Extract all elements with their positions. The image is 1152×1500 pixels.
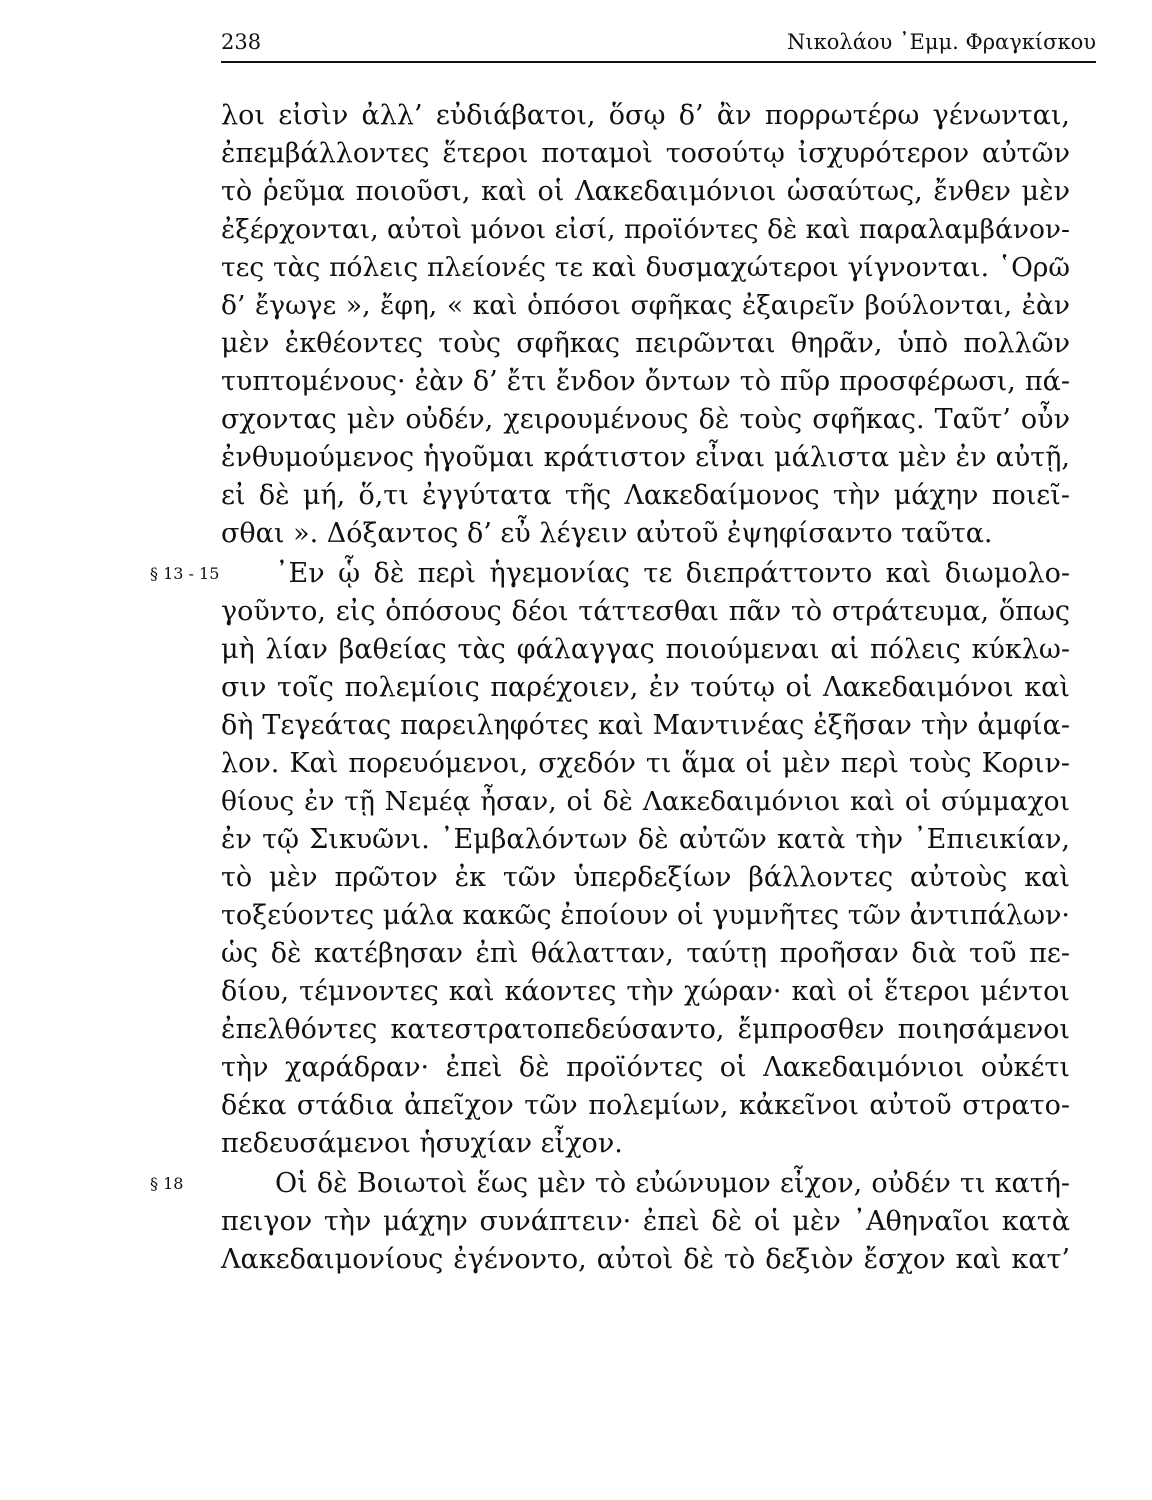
text-line: σχοντας μὲν οὐδέν, χειρουμένους δὲ τοὺς σφῆκας. Ταῦτ’ οὖν <box>221 404 1070 435</box>
text-line: τὸ ῥεῦμα ποιοῦσι, καὶ οἱ Λακεδαιμόνιοι ὡσαύτως, ἔνθεν μὲν <box>221 176 1070 207</box>
text-line: Οἱ δὲ Βοιωτοὶ ἕως μὲν τὸ εὐώνυμον εἶχον, οὐδέν τι κατή- <box>275 1168 1070 1199</box>
text-line: μὲν ἐκθέοντες τοὺς σφῆκας πειρῶνται θηρᾶν, ὑπὸ πολλῶν <box>221 328 1070 359</box>
section-ref: § 18 <box>150 1174 184 1193</box>
text-line: ἐπεμβάλλοντες ἕτεροι ποταμοὶ τοσούτῳ ἰσχυρότερον αὐτῶν <box>221 138 1070 169</box>
text-line: γοῦντο, εἰς ὁπόσους δέοι τάττεσθαι πᾶν τὸ στράτευμα, ὅπως <box>221 596 1070 627</box>
text-line: ἐν τῷ Σικυῶνι. ᾿Εμβαλόντων δὲ αὐτῶν κατὰ τὴν ᾿Επιεικίαν, <box>221 824 1070 855</box>
text-line: ἐνθυμούμενος ἡγοῦμαι κράτιστον εἶναι μάλιστα μὲν ἐν αὐτῇ, <box>221 442 1070 473</box>
text-line: δίου, τέμνοντες καὶ κάοντες τὴν χώραν· καὶ οἱ ἕτεροι μέντοι <box>221 976 1070 1007</box>
text-line: ἐπελθόντες κατεστρατοπεδεύσαντο, ἔμπροσθεν ποιησάμενοι <box>221 1014 1070 1045</box>
running-title: Νικολάου ᾿Εμμ. Φραγκίσκου <box>787 30 1096 54</box>
text-line: πειγον τὴν μάχην συνάπτειν· ἐπεὶ δὲ οἱ μὲν ᾿Αθηναῖοι κατὰ <box>221 1206 1070 1237</box>
text-line: σιν τοῖς πολεμίοις παρέχοιεν, ἐν τούτῳ οἱ Λακεδαιμόνοι καὶ <box>221 672 1070 703</box>
text-line: μὴ λίαν βαθείας τὰς φάλαγγας ποιούμεναι αἱ πόλεις κύκλω- <box>221 634 1070 665</box>
text-line: ὡς δὲ κατέβησαν ἐπὶ θάλατταν, ταύτῃ προῆσαν διὰ τοῦ πε- <box>221 938 1070 969</box>
text-line: δέκα στάδια ἀπεῖχον τῶν πολεμίων, κἀκεῖνοι αὐτοῦ στρατο- <box>221 1090 1070 1121</box>
text-line: λον. Καὶ πορευόμενοι, σχεδόν τι ἅμα οἱ μὲν περὶ τοὺς Κοριν- <box>221 748 1070 779</box>
text-line: τοξεύοντες μάλα κακῶς ἐποίουν οἱ γυμνῆτες τῶν ἀντιπάλων· <box>221 900 1070 931</box>
header-rule <box>221 61 1096 63</box>
text-line: δὴ Τεγεάτας παρειληφότες καὶ Μαντινέας ἐξῆσαν τὴν ἀμφία- <box>221 710 1070 741</box>
text-line: Λακεδαιμονίους ἐγένοντο, αὐτοὶ δὲ τὸ δεξιὸν ἔσχον καὶ κατ’ <box>221 1244 1070 1275</box>
text-line: εἰ δὲ μή, ὅ,τι ἐγγύτατα τῆς Λακεδαίμονος τὴν μάχην ποιεῖ- <box>221 480 1070 511</box>
section-ref: § 13 - 15 <box>150 564 220 583</box>
text-line: ᾿Εν ᾧ δὲ περὶ ἡγεμονίας τε διεπράττοντο καὶ διωμολο- <box>275 558 1070 589</box>
text-line: ἐξέρχονται, αὐτοὶ μόνοι εἰσί, προϊόντες δὲ καὶ παραλαμβάνον- <box>221 214 1070 245</box>
text-line: τὸ μὲν πρῶτον ἐκ τῶν ὑπερδεξίων βάλλοντες αὐτοὺς καὶ <box>221 862 1070 893</box>
text-line: τὴν χαράδραν· ἐπεὶ δὲ προϊόντες οἱ Λακεδαιμόνιοι οὐκέτι <box>221 1052 1070 1083</box>
text-line: τυπτομένους· ἐὰν δ’ ἔτι ἔνδον ὄντων τὸ πῦρ προσφέρωσι, πά- <box>221 366 1070 397</box>
text-line: λοι εἰσὶν ἀλλ’ εὐδιάβατοι, ὅσῳ δ’ ἂν πορρωτέρω γένωνται, <box>221 100 1070 131</box>
text-line: θίους ἐν τῇ Νεμέᾳ ἦσαν, οἱ δὲ Λακεδαιμόνιοι καὶ οἱ σύμμαχοι <box>221 786 1070 817</box>
text-line: τες τὰς πόλεις πλείονές τε καὶ δυσμαχώτεροι γίγνονται. ῾Ορῶ <box>221 252 1070 283</box>
text-line: πεδευσάμενοι ἡσυχίαν εἶχον. <box>221 1128 623 1159</box>
page-number: 238 <box>221 30 262 54</box>
text-line: δ’ ἔγωγε », ἔφη, « καὶ ὁπόσοι σφῆκας ἐξαιρεῖν βούλονται, ἐὰν <box>221 290 1070 321</box>
text-line: σθαι ». Δόξαντος δ’ εὖ λέγειν αὐτοῦ ἐψηφίσαντο ταῦτα. <box>221 518 993 549</box>
